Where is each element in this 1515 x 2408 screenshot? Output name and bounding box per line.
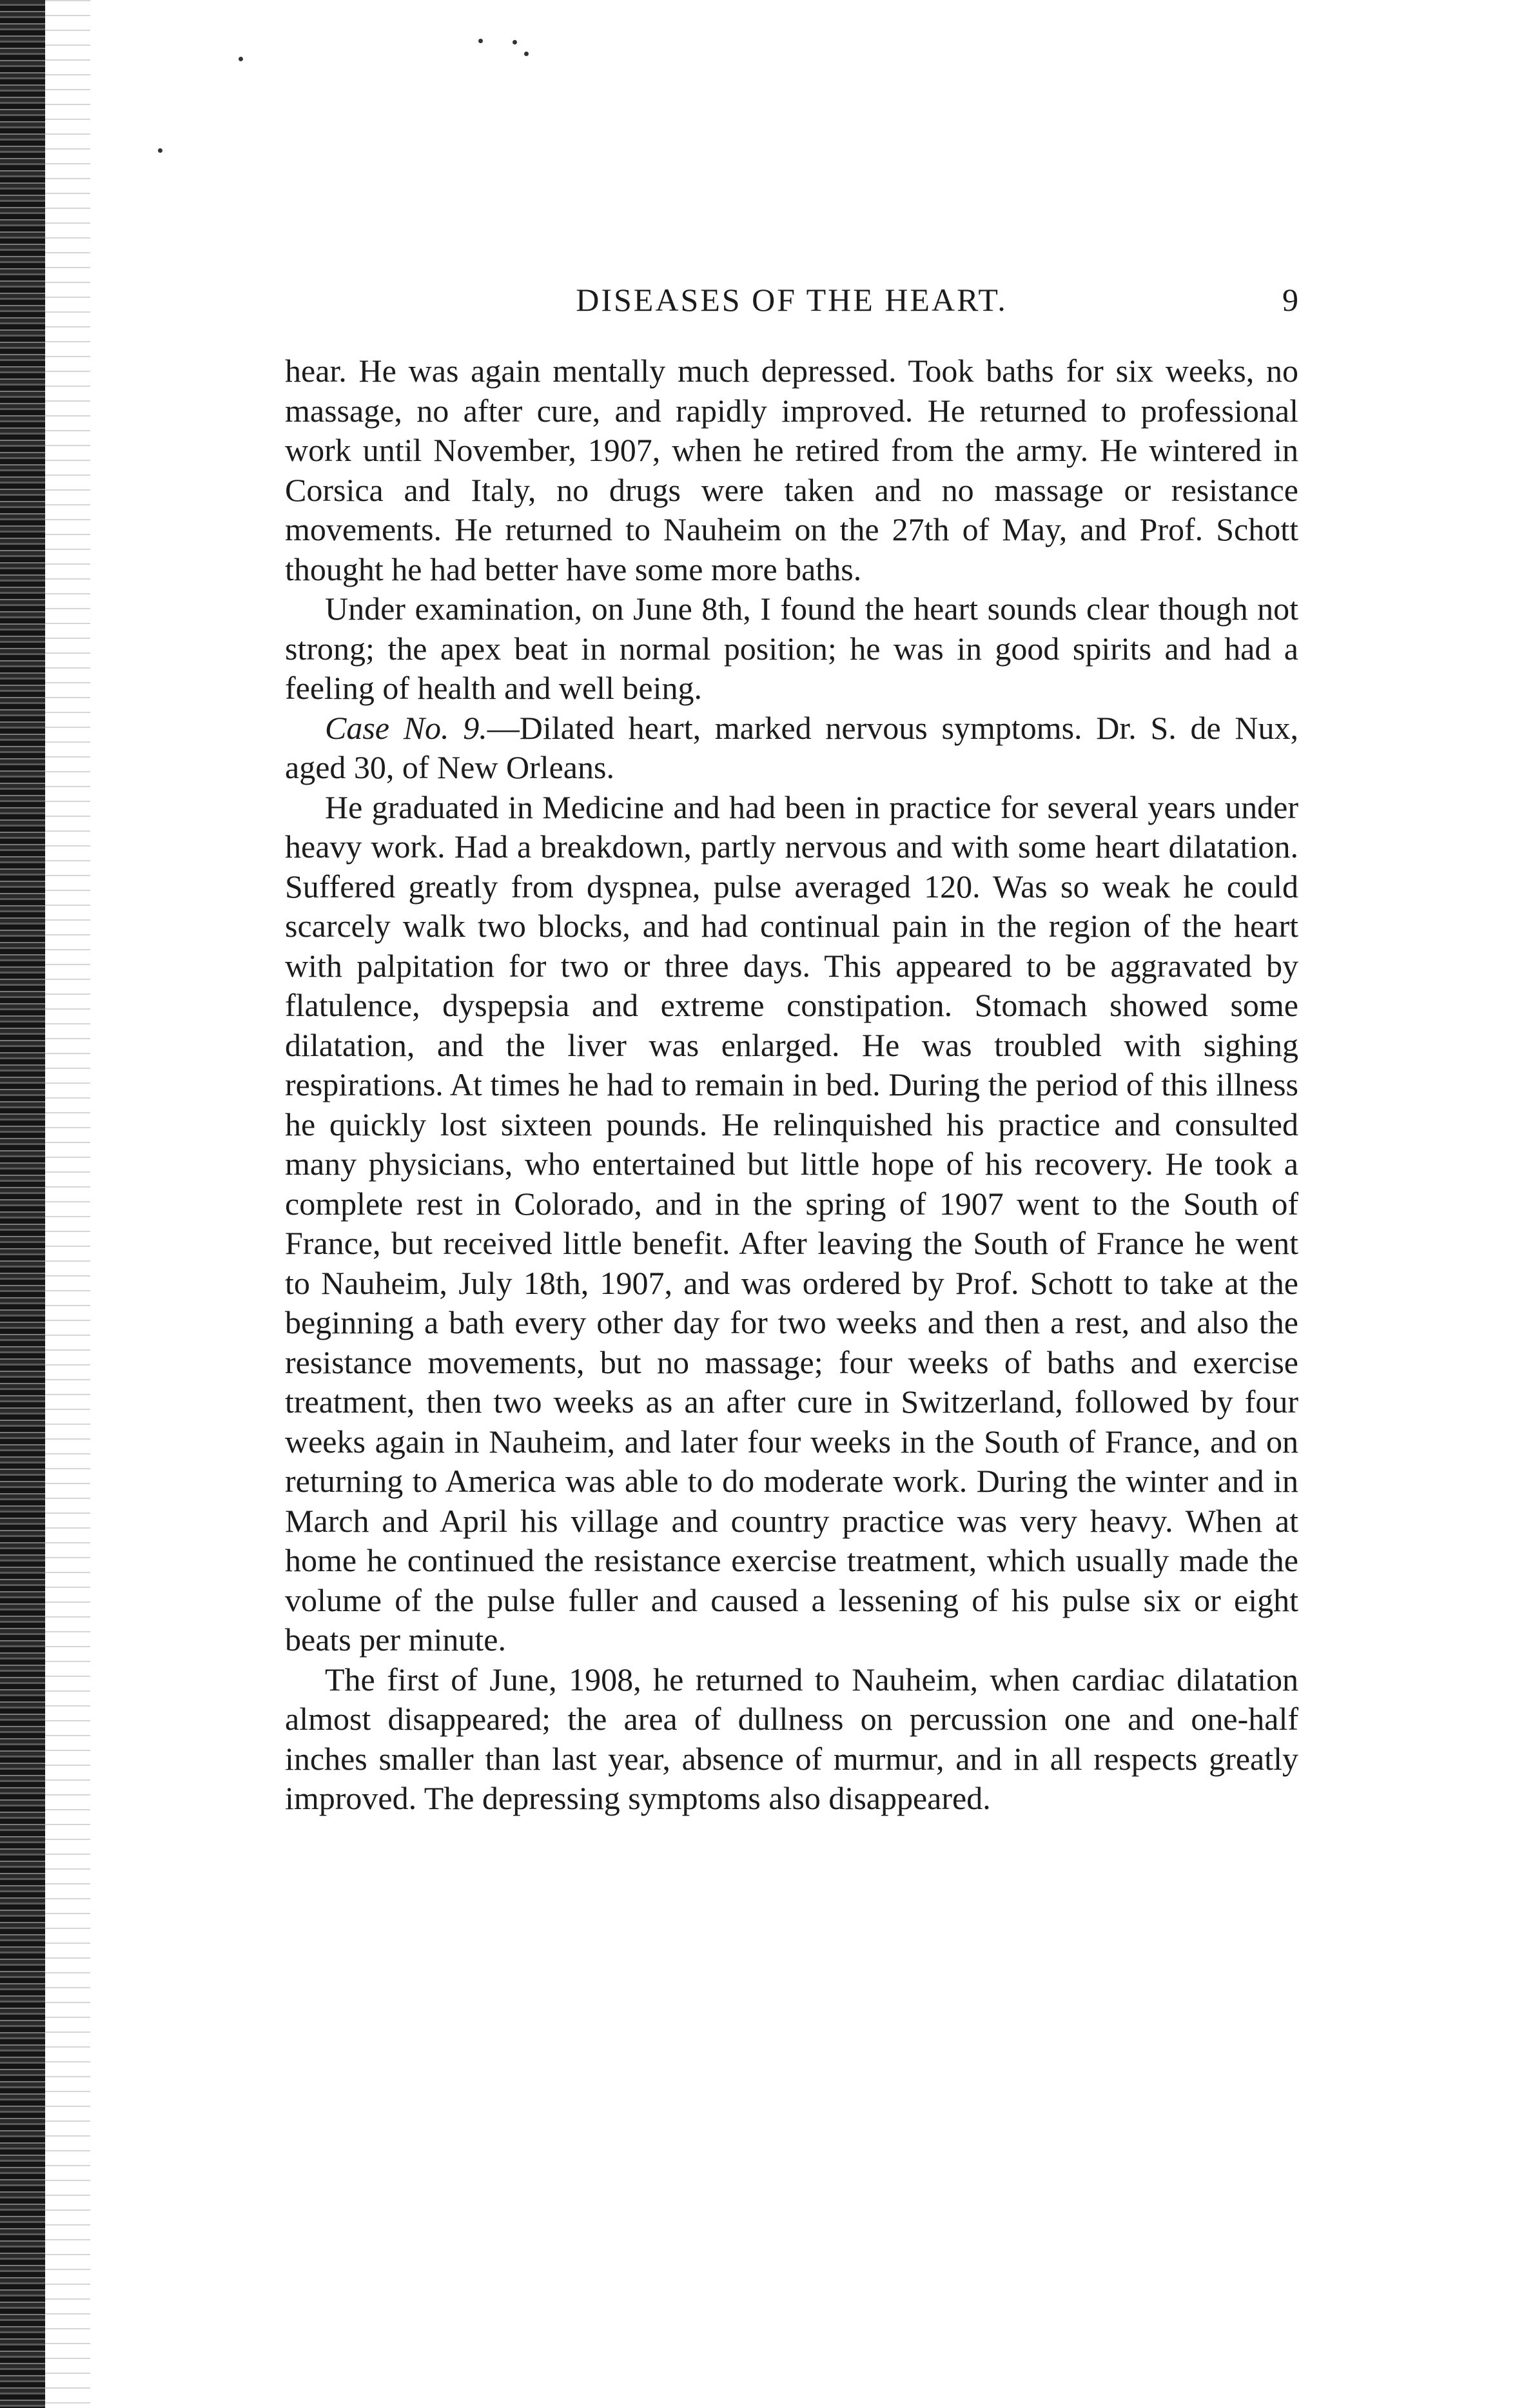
body-text <box>285 351 1298 1819</box>
scan-speck <box>478 39 483 43</box>
paragraph: The first of June, 1908, he returned to Nauheim, when cardiac dilatation almost disappeared; the area of dullness on percussion one and one-half inches smaller than last year, absence of murmur, and in all respects greatly improved. The depressing symptoms also disappeared. <box>285 1661 1298 1816</box>
page-number: 9 <box>1282 282 1298 318</box>
scan-speck <box>524 52 529 56</box>
running-head: DISEASES OF THE HEART. <box>576 282 1008 318</box>
scan-binding-edge <box>0 0 45 2408</box>
case-label: Case No. 9. <box>325 709 487 746</box>
paragraph: He graduated in Medicine and had been in practice for several years under heavy work. Had a breakdown, partly nervous and with some heart dilatation. Suffered greatly from dyspnea, pulse averaged 120. Was so weak he could scarcely walk two blocks, and had continual pain in the region of the heart with palpitation for two or three days. This appeared to be aggravated by flatulence, dyspepsia and extreme constipation. Stomach showed some dilatation, and the liver was enlarged. He was troubled with sighing respirations. At times he had to remain in bed. During the period of this illness he quickly lost sixteen pounds. He relinquished his practice and consulted many physicians, who entertained but little hope of his recovery. He took a complete rest in Colorado, and in the spring of 1907 went to the South of France, but received little benefit. After leaving the South of France he went to Nauheim, July 18th, 1907, and was ordered by Prof. Schott to take at the beginning a bath every other day for two weeks and then a rest, and also the resistance movements, but no massage; four weeks of baths and exercise treatment, then two weeks as an after cure in Switzerland, followed by four weeks again in Nauheim, and later four weeks in the South of France, and on returning to America was able to do moderate work. During the winter and in March and April his village and country practice was very heavy. When at home he continued the resistance exercise treatment, which usually made the volume of the pulse fuller and caused a lessening of his pulse six or eight beats per minute. <box>285 788 1298 1658</box>
scan-speck <box>239 57 243 61</box>
scan-speck <box>158 148 162 153</box>
page-header <box>285 277 1298 322</box>
case-heading-paragraph <box>285 709 1298 788</box>
case-description: —Dilated heart, marked nervous symptoms. Dr. S. de Nux, aged 30, of New Orleans. <box>285 709 1298 785</box>
paragraph: hear. He was again mentally much depressed. Took baths for six weeks, no massage, no after cure, and rapidly improved. He returned to professional work until November, 1907, when he retired from the army. He wintered in Corsica and Italy, no drugs were taken and no massage or resistance movements. He returned to Nauheim on the 27th of May, and Prof. Schott thought he had better have some more baths. <box>285 353 1298 587</box>
scan-speck <box>513 40 517 44</box>
paragraph: Under examination, on June 8th, I found the heart sounds clear though not strong; the apex beat in normal position; he was in good spirits and had a feeling of health and well being. <box>285 591 1298 706</box>
scan-binding-shadow <box>45 0 90 2408</box>
